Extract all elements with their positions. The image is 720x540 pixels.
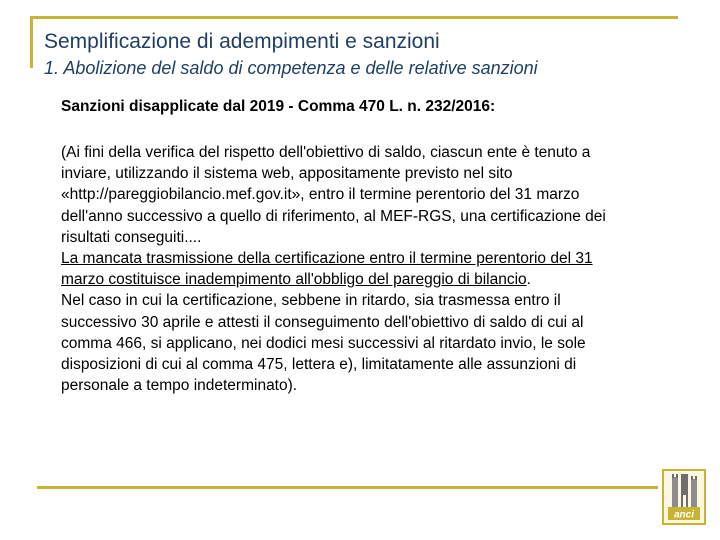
slide-subtitle: 1. Abolizione del saldo di competenza e delle relative sanzioni (44, 58, 538, 78)
paragraph-late-submission: Nel caso in cui la certificazione, sebbene in ritardo, sia trasmessa entro il successivo 30 aprile e attesti il conseguimento dell'obiettivo di saldo di cui al comma 466, si applicano, nei dodici mesi successivi al ritardato invio, le sole disposizioni di cui al comma 475, lettera e), limitatamente alle assunzioni di personale a tempo indeterminato). (61, 292, 586, 395)
paragraph-end-punctuation: . (526, 271, 531, 289)
left-border-line (30, 16, 33, 68)
body-text (61, 142, 621, 396)
paragraph-certification-rules: (Ai fini della verifica del rispetto dell'obiettivo di saldo, ciascun ente è tenuto a inviare, utilizzando il sistema web, appositamente previsto nel sito «http://pareggiobilancio.mef.gov.it», entro il termine perentorio del 31 marzo dell'anno successivo a quello di riferimento, al MEF-RGS, una certificazione dei risultati conseguiti.... (61, 144, 606, 246)
paragraph-failure (61, 248, 621, 290)
top-border-line (30, 16, 678, 19)
anci-logo (662, 469, 706, 525)
logo-text: anci (673, 509, 695, 521)
section-heading: Sanzioni disapplicate dal 2019 - Comma 470 L. n. 232/2016: (61, 98, 496, 115)
bottom-border-line (37, 486, 658, 489)
anci-logo-icon (664, 471, 704, 523)
underlined-text: La mancata trasmissione della certificazione entro il termine perentorio del 31 marzo costituisce inadempimento all'obbligo del pareggio di bilancio (61, 250, 593, 289)
slide-title: Semplificazione di adempimenti e sanzioni (44, 30, 440, 53)
